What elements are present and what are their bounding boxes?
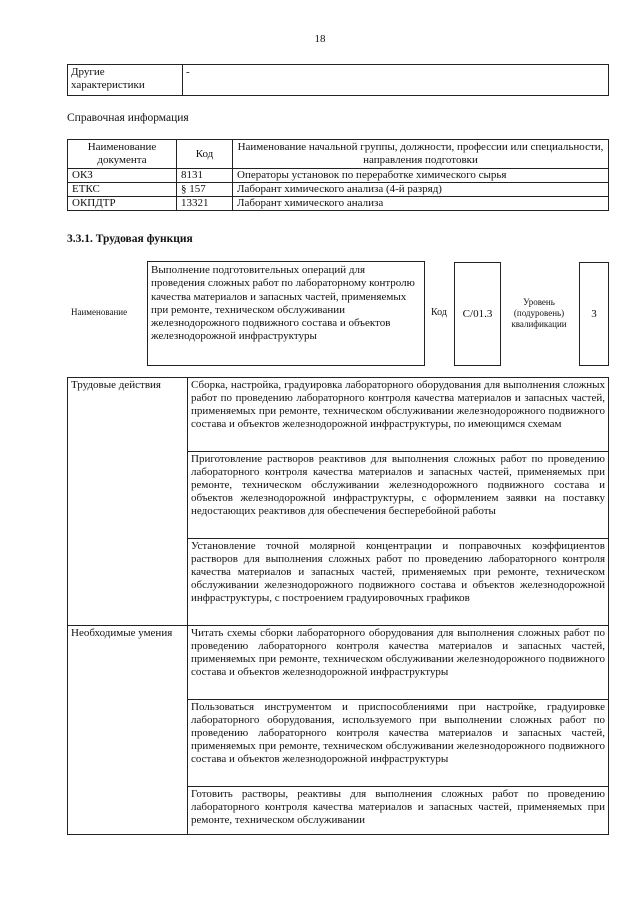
labor-action-item: Установление точной молярной концентрации и поправочных коэффициентов растворов для выполнения сложных работ по проведению лабораторного контроля качества материалов и запасных частей, применяемых при ремонте, техническом обслуживании железнодорожного подвижного состава и объектов железнодорожной инфраструктуры, с построением градуировочных графиков xyxy=(188,539,609,626)
other-characteristics-label: Другие характеристики xyxy=(68,65,183,96)
skill-item: Готовить растворы, реактивы для выполнения сложных работ по проведению лабораторного контроля качества материалов и запасных частей, применяемых при ремонте, техническом обслуживании xyxy=(188,787,609,835)
labor-function-table xyxy=(67,377,609,835)
table-row xyxy=(68,378,609,452)
ref-doc: ОКЗ xyxy=(68,169,177,183)
ref-doc: ОКПДТР xyxy=(68,197,177,211)
ref-title: Лаборант химического анализа (4-й разряд) xyxy=(233,183,609,197)
code-value: C/01.3 xyxy=(454,262,501,366)
ref-code: 13321 xyxy=(177,197,233,211)
section-title: 3.3.1. Трудовая функция xyxy=(67,233,193,245)
labor-actions-label: Трудовые действия xyxy=(68,378,188,626)
header-group-name: Наименование начальной группы, должности, профессии или специальности, направления подготовки xyxy=(233,140,609,169)
other-characteristics-value: - xyxy=(183,65,609,96)
table-row xyxy=(68,183,609,197)
name-label: Наименование xyxy=(71,307,128,317)
header-code: Код xyxy=(177,140,233,169)
ref-code: § 157 xyxy=(177,183,233,197)
page-number: 18 xyxy=(314,33,326,45)
level-label: Уровень (подуровень) квалификации xyxy=(511,297,567,329)
ref-code: 8131 xyxy=(177,169,233,183)
skill-item: Читать схемы сборки лабораторного оборудования для выполнения сложных работ по проведению лабораторного контроля качества материалов и запасных частей, применяемых при ремонте, техническом обслуживании железнодорожного подвижного состава и объектов железнодорожной инфраструктуры xyxy=(188,626,609,700)
skill-item: Пользоваться инструментом и приспособлениями при настройке, градуировке лабораторного оборудования, используемого при выполнении сложных работ по проведению лабораторного контроля качества материалов и запасных частей, применяемых при ремонте, техническом обслуживании железнодорожного подвижного состава и объектов железнодорожной инфраструктуры xyxy=(188,700,609,787)
reference-header-row xyxy=(68,140,609,169)
reference-info-title: Справочная информация xyxy=(67,112,189,124)
labor-function-name: Выполнение подготовительных операций для проведения сложных работ по лабораторному контролю качества материалов и запасных частей, применяемых при ремонте, техническом обслуживании железнодорожного подвижного состава и объектов железнодорожной инфраструктуры xyxy=(147,261,425,366)
table-row xyxy=(68,626,609,700)
required-skills-label: Необходимые умения xyxy=(68,626,188,835)
header-doc-name: Наименование документа xyxy=(68,140,177,169)
ref-title: Операторы установок по переработке химического сырья xyxy=(233,169,609,183)
reference-info-table xyxy=(67,139,609,211)
labor-action-item: Приготовление растворов реактивов для выполнения сложных работ по проведению лабораторного контроля качества материалов и запасных частей, применяемых при ремонте, техническом обслуживании железнодорожного подвижного состава и объектов железнодорожной инфраструктуры, с оформлением заявки на поставку недостающих реактивов для обеспечения бесперебойной работы xyxy=(188,452,609,539)
ref-doc: ЕТКС xyxy=(68,183,177,197)
level-value: 3 xyxy=(579,262,609,366)
table-row xyxy=(68,169,609,183)
code-label: Код xyxy=(431,307,447,318)
labor-action-item: Сборка, настройка, градуировка лабораторного оборудования для выполнения сложных работ по проведению лабораторного контроля качества материалов и запасных частей, применяемых при ремонте, техническом обслуживании железнодорожного подвижного состава и объектов железнодорожной инфраструктуры, по имеющимся схемам xyxy=(188,378,609,452)
ref-title: Лаборант химического анализа xyxy=(233,197,609,211)
table-row xyxy=(68,197,609,211)
other-characteristics-table xyxy=(67,64,609,96)
